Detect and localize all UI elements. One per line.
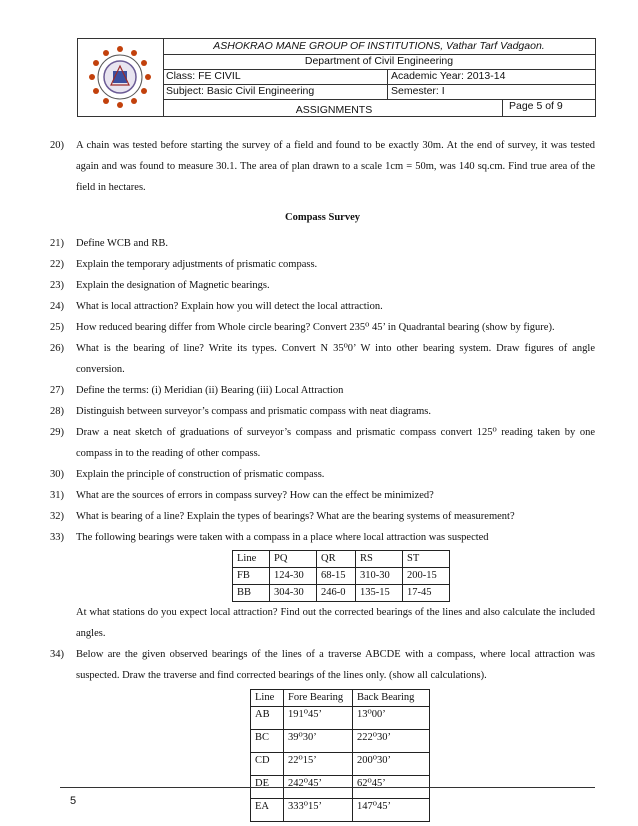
subject-row (163, 84, 595, 100)
table-cell: 124-30 (270, 568, 317, 585)
question-number: 24) (50, 301, 64, 312)
question-number: 33) (50, 532, 64, 543)
question-number: 34) (50, 649, 64, 660)
table-cell: 333⁰15’ (284, 799, 353, 822)
table-cell: AB (251, 707, 284, 730)
question-item (50, 380, 595, 401)
table-cell: 246-0 (317, 585, 356, 602)
question-item (50, 317, 595, 338)
table-header-cell: RS (356, 551, 403, 568)
question-number: 32) (50, 511, 64, 522)
question-number: 29) (50, 427, 64, 438)
assignments-label: ASSIGNMENTS (163, 99, 503, 116)
bearing-table-2 (250, 689, 430, 822)
table-cell: 191⁰45’ (284, 707, 353, 730)
question-item (50, 275, 595, 296)
assignment-content (50, 135, 595, 822)
question-item (50, 401, 595, 422)
table-cell: 310-30 (356, 568, 403, 585)
question-text: Below are the given observed bearings of the lines of a traverse ABCDE with a compass, where local attraction was suspected. Draw the traverse and find corrected bearings of the lines only. (show all calculations). (76, 649, 595, 681)
question-number: 25) (50, 322, 64, 333)
subject-label: Subject: Basic Civil Engineering (163, 84, 388, 99)
table-cell: 17-45 (403, 585, 450, 602)
question-text: A chain was tested before starting the survey of a field and found to be exactly 30m. At the end of survey, it was tested again and was found to measure 30.1. The area of plan drawn to a scale 1cm = 50m, was 140 sq.cm. Find true area of the field in hectares. (76, 140, 595, 193)
table-cell: 304-30 (270, 585, 317, 602)
table-cell: 200⁰30’ (353, 753, 430, 776)
table-cell: FB (233, 568, 270, 585)
table-row (233, 585, 450, 602)
table-cell: 222⁰30’ (353, 730, 430, 753)
table-cell: EA (251, 799, 284, 822)
footer-divider (60, 787, 595, 788)
question-item (50, 485, 595, 506)
table-row (251, 730, 430, 753)
document-header (77, 38, 596, 117)
table-header-row (251, 690, 430, 707)
table-cell: 242⁰45’ (284, 776, 353, 799)
page-of-label: Page 5 of 9 (509, 100, 563, 112)
question-text: What is local attraction? Explain how you will detect the local attraction. (76, 301, 383, 312)
table-cell: BB (233, 585, 270, 602)
table-cell: 68-15 (317, 568, 356, 585)
question-text: Explain the principle of construction of prismatic compass. (76, 469, 325, 480)
question-number: 31) (50, 490, 64, 501)
table-cell: 39⁰30’ (284, 730, 353, 753)
question-text: Define WCB and RB. (76, 238, 168, 249)
question-number: 20) (50, 140, 64, 151)
question-text: Define the terms: (i) Meridian (ii) Bearing (iii) Local Attraction (76, 385, 344, 396)
question-text: Distinguish between surveyor’s compass and prismatic compass with neat diagrams. (76, 406, 431, 417)
table-cell: 22⁰15’ (284, 753, 353, 776)
question-text: What are the sources of errors in compass survey? How can the effect be minimized? (76, 490, 434, 501)
table-header-cell: Back Bearing (353, 690, 430, 707)
table-row (251, 707, 430, 730)
question-item (50, 254, 595, 275)
question-number: 23) (50, 280, 64, 291)
table-cell: DE (251, 776, 284, 799)
question-text: What is the bearing of line? Write its types. Convert N 35⁰0’ W into other bearing system. Draw figures of angle conversion. (76, 343, 595, 375)
question-34 (50, 644, 595, 686)
question-33-continued: At what stations do you expect local attraction? Find out the corrected bearings of the lines and also calculate the included angles. (76, 607, 595, 639)
question-text: What is bearing of a line? Explain the types of bearings? What are the bearing systems of measurement? (76, 511, 515, 522)
question-number: 26) (50, 343, 64, 354)
table-header-cell: Line (251, 690, 284, 707)
question-text: Explain the temporary adjustments of prismatic compass. (76, 259, 318, 270)
question-number: 21) (50, 238, 64, 249)
table-header-cell: Fore Bearing (284, 690, 353, 707)
table-header-cell: Line (233, 551, 270, 568)
table-header-cell: ST (403, 551, 450, 568)
institution-logo-icon (78, 39, 163, 116)
class-label: Class: FE CIVIL (163, 69, 388, 84)
question-item (50, 422, 595, 464)
class-row (163, 69, 595, 85)
question-item (50, 338, 595, 380)
question-text: Draw a neat sketch of graduations of surveyor’s compass and prismatic compass convert 125⁰ reading taken by one compass in to the reading of other compass. (76, 427, 595, 459)
table-row (251, 753, 430, 776)
question-number: 28) (50, 406, 64, 417)
question-number: 30) (50, 469, 64, 480)
question-text: How reduced bearing differ from Whole circle bearing? Convert 235⁰ 45’ in Quadrantal bearing (show by figure). (76, 322, 555, 333)
table-row (233, 568, 450, 585)
question-number: 22) (50, 259, 64, 270)
question-text: Explain the designation of Magnetic bearings. (76, 280, 270, 291)
table-row (251, 799, 430, 822)
institution-name: ASHOKRAO MANE GROUP OF INSTITUTIONS, Vathar Tarf Vadgaon. (163, 39, 595, 55)
bearing-table-1 (232, 550, 450, 602)
department-name: Department of Civil Engineering (163, 54, 595, 70)
table-cell: BC (251, 730, 284, 753)
table-header-row (233, 551, 450, 568)
table-cell: 62⁰45’ (353, 776, 430, 799)
table-header-cell: QR (317, 551, 356, 568)
assignments-row (163, 99, 595, 116)
table-cell: 13⁰00’ (353, 707, 430, 730)
question-item (50, 506, 595, 527)
table-cell: CD (251, 753, 284, 776)
section-title: Compass Survey (285, 212, 360, 223)
table-header-cell: PQ (270, 551, 317, 568)
question-text: The following bearings were taken with a compass in a place where local attraction was suspected (76, 532, 489, 543)
question-item (50, 527, 595, 548)
question-20 (50, 135, 595, 198)
question-number: 27) (50, 385, 64, 396)
question-list (50, 233, 595, 548)
semester-label: Semester: I (391, 85, 445, 97)
institution-logo-cell (78, 39, 164, 116)
table-cell: 147⁰45’ (353, 799, 430, 822)
table-cell: 135-15 (356, 585, 403, 602)
question-item (50, 464, 595, 485)
academic-year-label: Academic Year: 2013-14 (391, 70, 506, 82)
question-item (50, 296, 595, 317)
table-cell: 200-15 (403, 568, 450, 585)
question-item (50, 233, 595, 254)
page-number: 5 (70, 795, 77, 807)
